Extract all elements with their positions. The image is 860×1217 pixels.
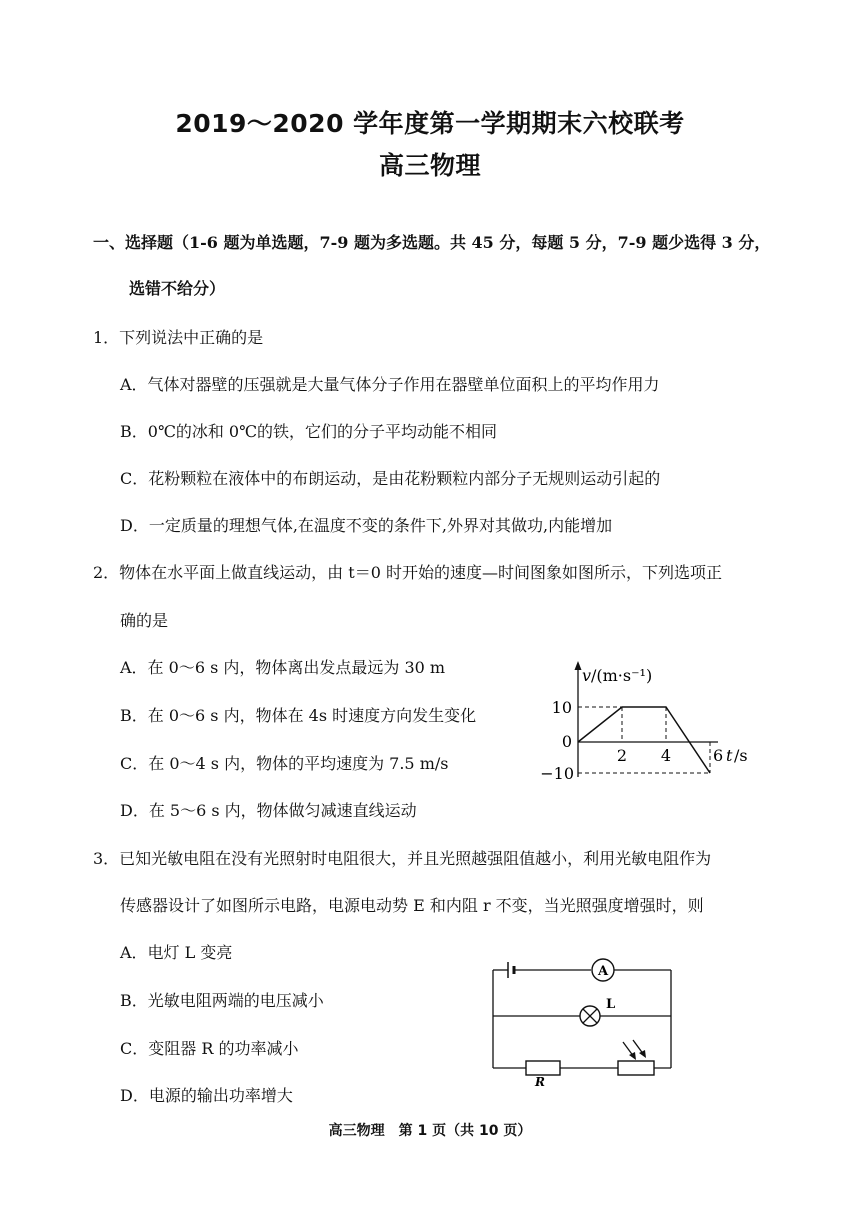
vt-graph-x-label-t: t <box>726 746 733 765</box>
question-1-stem: 1．下列说法中正确的是 <box>93 328 264 347</box>
vt-graph-x-tick-6: 6 <box>713 746 724 765</box>
photoresistor-icon <box>618 1061 654 1075</box>
question-2-stem-cont: 确的是 <box>120 611 169 630</box>
circuit-diagram <box>486 956 678 1090</box>
vt-graph-x-tick-4: 4 <box>660 746 672 765</box>
question-2-option-d: D．在 5～6 s 内，物体做匀减速直线运动 <box>120 801 417 820</box>
vt-graph-x-label-unit: /s <box>734 746 748 765</box>
question-3-option-c: C．变阻器 R 的功率减小 <box>120 1039 299 1058</box>
light-arrow-1-head <box>629 1052 636 1060</box>
question-3-option-b: B．光敏电阻两端的电压减小 <box>120 991 324 1010</box>
question-2-stem: 2．物体在水平面上做直线运动，由 t＝0 时开始的速度—时间图象如图所示，下列选项正 <box>93 563 722 582</box>
question-3-stem-cont: 传感器设计了如图所示电路，电源电动势 E 和内阻 r 不变，当光照强度增强时，则 <box>120 896 704 915</box>
question-1-option-d: D．一定质量的理想气体,在温度不变的条件下,外界对其做功,内能增加 <box>120 516 613 535</box>
vt-graph-y-tick-10: 10 <box>551 698 572 717</box>
page-footer: 高三物理 第 1 页（共 10 页） <box>328 1123 532 1139</box>
question-1-option-a: A．气体对器壁的压强就是大量气体分子作用在器壁单位面积上的平均作用力 <box>120 375 660 394</box>
page-title: 2019～2020 学年度第一学期期末六校联考 <box>175 109 685 138</box>
vt-graph-x-tick-2: 2 <box>616 746 628 765</box>
question-3-option-d: D．电源的输出功率增大 <box>120 1086 293 1105</box>
vt-graph-figure <box>520 655 770 785</box>
vt-graph-y-tick-0: 0 <box>561 732 572 751</box>
section-heading: 一、选择题（1-6 题为单选题，7-9 题为多选题。共 45 分，每题 5 分，7-9 题少选得 3 分， <box>93 233 771 252</box>
resistor-r-label: R <box>535 1075 545 1089</box>
page-subtitle: 高三物理 <box>378 151 481 180</box>
question-1-option-b: B．0℃的冰和 0℃的铁，它们的分子平均动能不相同 <box>120 422 498 441</box>
lamp-label: L <box>606 997 616 1012</box>
question-1-option-c: C．花粉颗粒在液体中的布朗运动，是由花粉颗粒内部分子无规则运动引起的 <box>120 469 661 488</box>
question-2-option-a: A．在 0～6 s 内，物体离出发点最远为 30 m <box>120 658 446 677</box>
question-2-option-c: C．在 0～4 s 内，物体的平均速度为 7.5 m/s <box>120 754 449 773</box>
resistor-r-icon <box>526 1061 560 1075</box>
light-arrow-2-head <box>639 1050 646 1058</box>
question-3-stem: 3．已知光敏电阻在没有光照射时电阻很大，并且光照越强阻值越小，利用光敏电阻作为 <box>93 849 712 868</box>
vt-graph-y-label-unit: /(m·s⁻¹) <box>591 666 653 685</box>
vt-graph-y-tick-neg10: −10 <box>540 764 574 783</box>
vt-graph-velocity-line <box>578 707 710 773</box>
ammeter-label: A <box>597 964 609 979</box>
question-3-option-a: A．电灯 L 变亮 <box>120 943 233 962</box>
question-2-option-b: B．在 0～6 s 内，物体在 4s 时速度方向发生变化 <box>120 706 477 725</box>
vt-graph-y-label-v: v <box>582 666 592 685</box>
section-heading-cont: 选错不给分） <box>129 279 226 298</box>
vt-graph-y-arrow <box>575 661 582 670</box>
